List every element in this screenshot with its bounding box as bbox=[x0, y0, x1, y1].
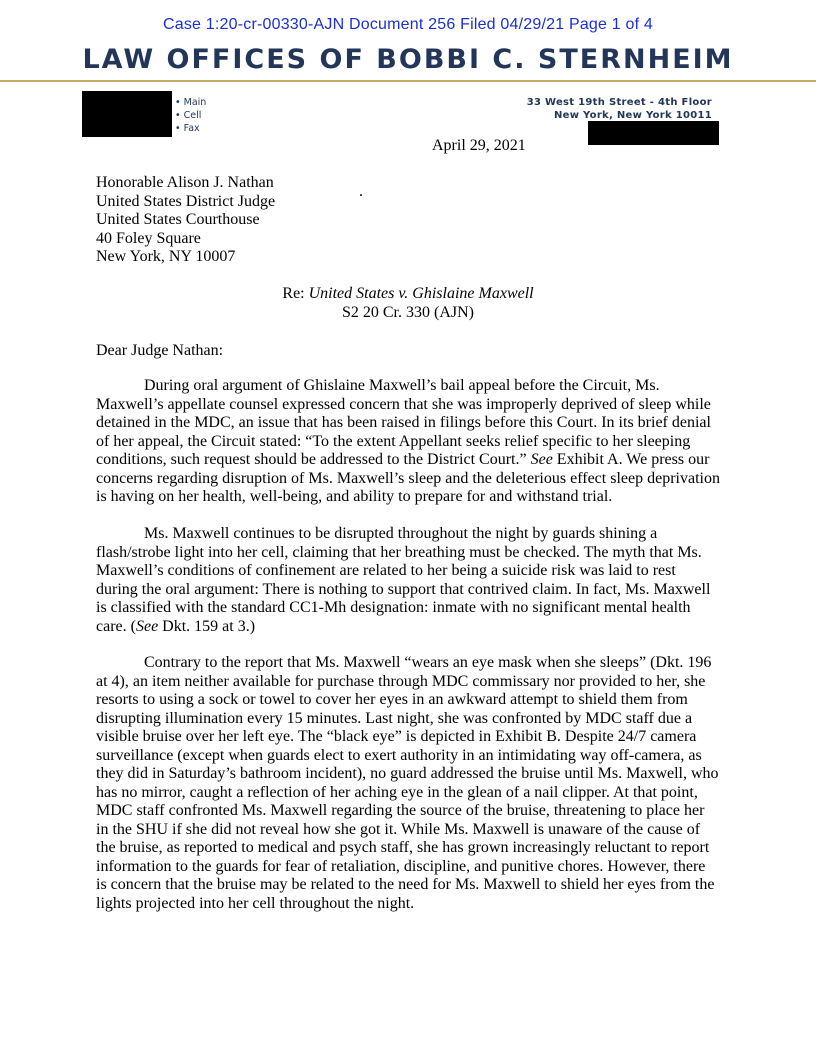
addressee-line: United States District Judge bbox=[96, 192, 276, 210]
address-street: 33 West 19th Street - 4th Floor bbox=[526, 97, 712, 108]
redaction-phone-numbers bbox=[82, 91, 172, 137]
firm-address bbox=[527, 96, 712, 122]
paragraph-3: Contrary to the report that Ms. Maxwell “wears an eye mask when she sleeps” (Dkt. 196 at 4), an item neither available for purchase through MDC commissary nor provided to her, she resorts to using a sock or towel to cover her eyes in an awkward attempt to shield them from disrupting illumination every 15 minutes. Last night, she was confronted by MDC staff due a visible bruise over her left eye. The “black eye” is depicted in Exhibit B. Despite 24/7 camera surveillance (except when guards elect to exert authority in an intimidating way off-camera, as they did in Saturday’s bathroom incident), no guard addressed the bruise until Ms. Maxwell, who has no mirror, caught a reflection of her aching eye in the glean of a nail clipper. At that point, MDC staff confronted Ms. Maxwell regarding the source of the bruise, threatening to place her in the SHU if she did not reveal how she got it. While Ms. Maxwell is unaware of the cause of the bruise, as reported to medical and psych staff, she has grown increasingly reluctant to report information to the guards for fear of retaliation, discipline, and punitive chores. However, there is concern that the bruise may be related to the need for Ms. Maxwell to shield her eyes from the lights projected into her cell throughout the night. bbox=[96, 654, 719, 912]
phone-cell-label: • Cell bbox=[175, 110, 202, 121]
addressee-block bbox=[96, 174, 275, 267]
addressee-line: 40 Foley Square bbox=[96, 229, 201, 247]
letter-date: April 29, 2021 bbox=[432, 137, 526, 154]
stray-mark: . bbox=[359, 183, 363, 200]
re-line bbox=[0, 285, 816, 322]
addressee-line: Honorable Alison J. Nathan bbox=[96, 174, 274, 191]
case-stamp: Case 1:20-cr-00330-AJN Document 256 Filed 04/29/21 Page 1 of 4 bbox=[162, 16, 654, 33]
paragraph-1: During oral argument of Ghislaine Maxwell’s bail appeal before the Circuit, Ms. Maxwell’s appellate counsel expressed concern that she was improperly deprived of sleep while detained in the MDC, an issue that has been raised in filings before this Court. In its brief denial of her appeal, the Circuit stated: “To the extent Appellant seeks relief specific to her sleeping conditions, such request should be addressed to the District Court.” See Exhibit A. We press our concerns regarding disruption of Ms. Maxwell’s sleep and the deleterious effect sleep deprivation is having on her health, well-being, and ability to prepare for and withstand trial. bbox=[96, 377, 720, 505]
phone-main-label: • Main bbox=[175, 97, 207, 108]
header-divider bbox=[0, 80, 816, 82]
redaction-email bbox=[588, 121, 719, 145]
address-city: New York, New York 10011 bbox=[553, 110, 712, 121]
addressee-line: United States Courthouse bbox=[96, 211, 260, 228]
re-prefix: Re: bbox=[282, 285, 309, 302]
phone-labels bbox=[175, 96, 206, 135]
re-case-number: S2 20 Cr. 330 (AJN) bbox=[341, 303, 474, 321]
paragraph-2: Ms. Maxwell continues to be disrupted throughout the night by guards shining a flash/strobe light into her cell, claiming that her breathing must be checked. The myth that Ms. Maxwell’s conditions of confinement are related to her being a suicide risk was laid to rest during the oral argument: There is nothing to support that contrived claim. In fact, Ms. Maxwell is classified with the standard CC1-Mh designation: inmate with no significant mental health care. (See Dkt. 159 at 3.) bbox=[96, 525, 711, 635]
phone-fax-label: • Fax bbox=[175, 123, 200, 134]
salutation: Dear Judge Nathan: bbox=[96, 342, 224, 359]
re-case-name: United States v. Ghislaine Maxwell bbox=[308, 285, 534, 302]
addressee-line: New York, NY 10007 bbox=[96, 248, 236, 265]
firm-name: LAW OFFICES OF BOBBI C. STERNHEIM bbox=[82, 44, 734, 75]
